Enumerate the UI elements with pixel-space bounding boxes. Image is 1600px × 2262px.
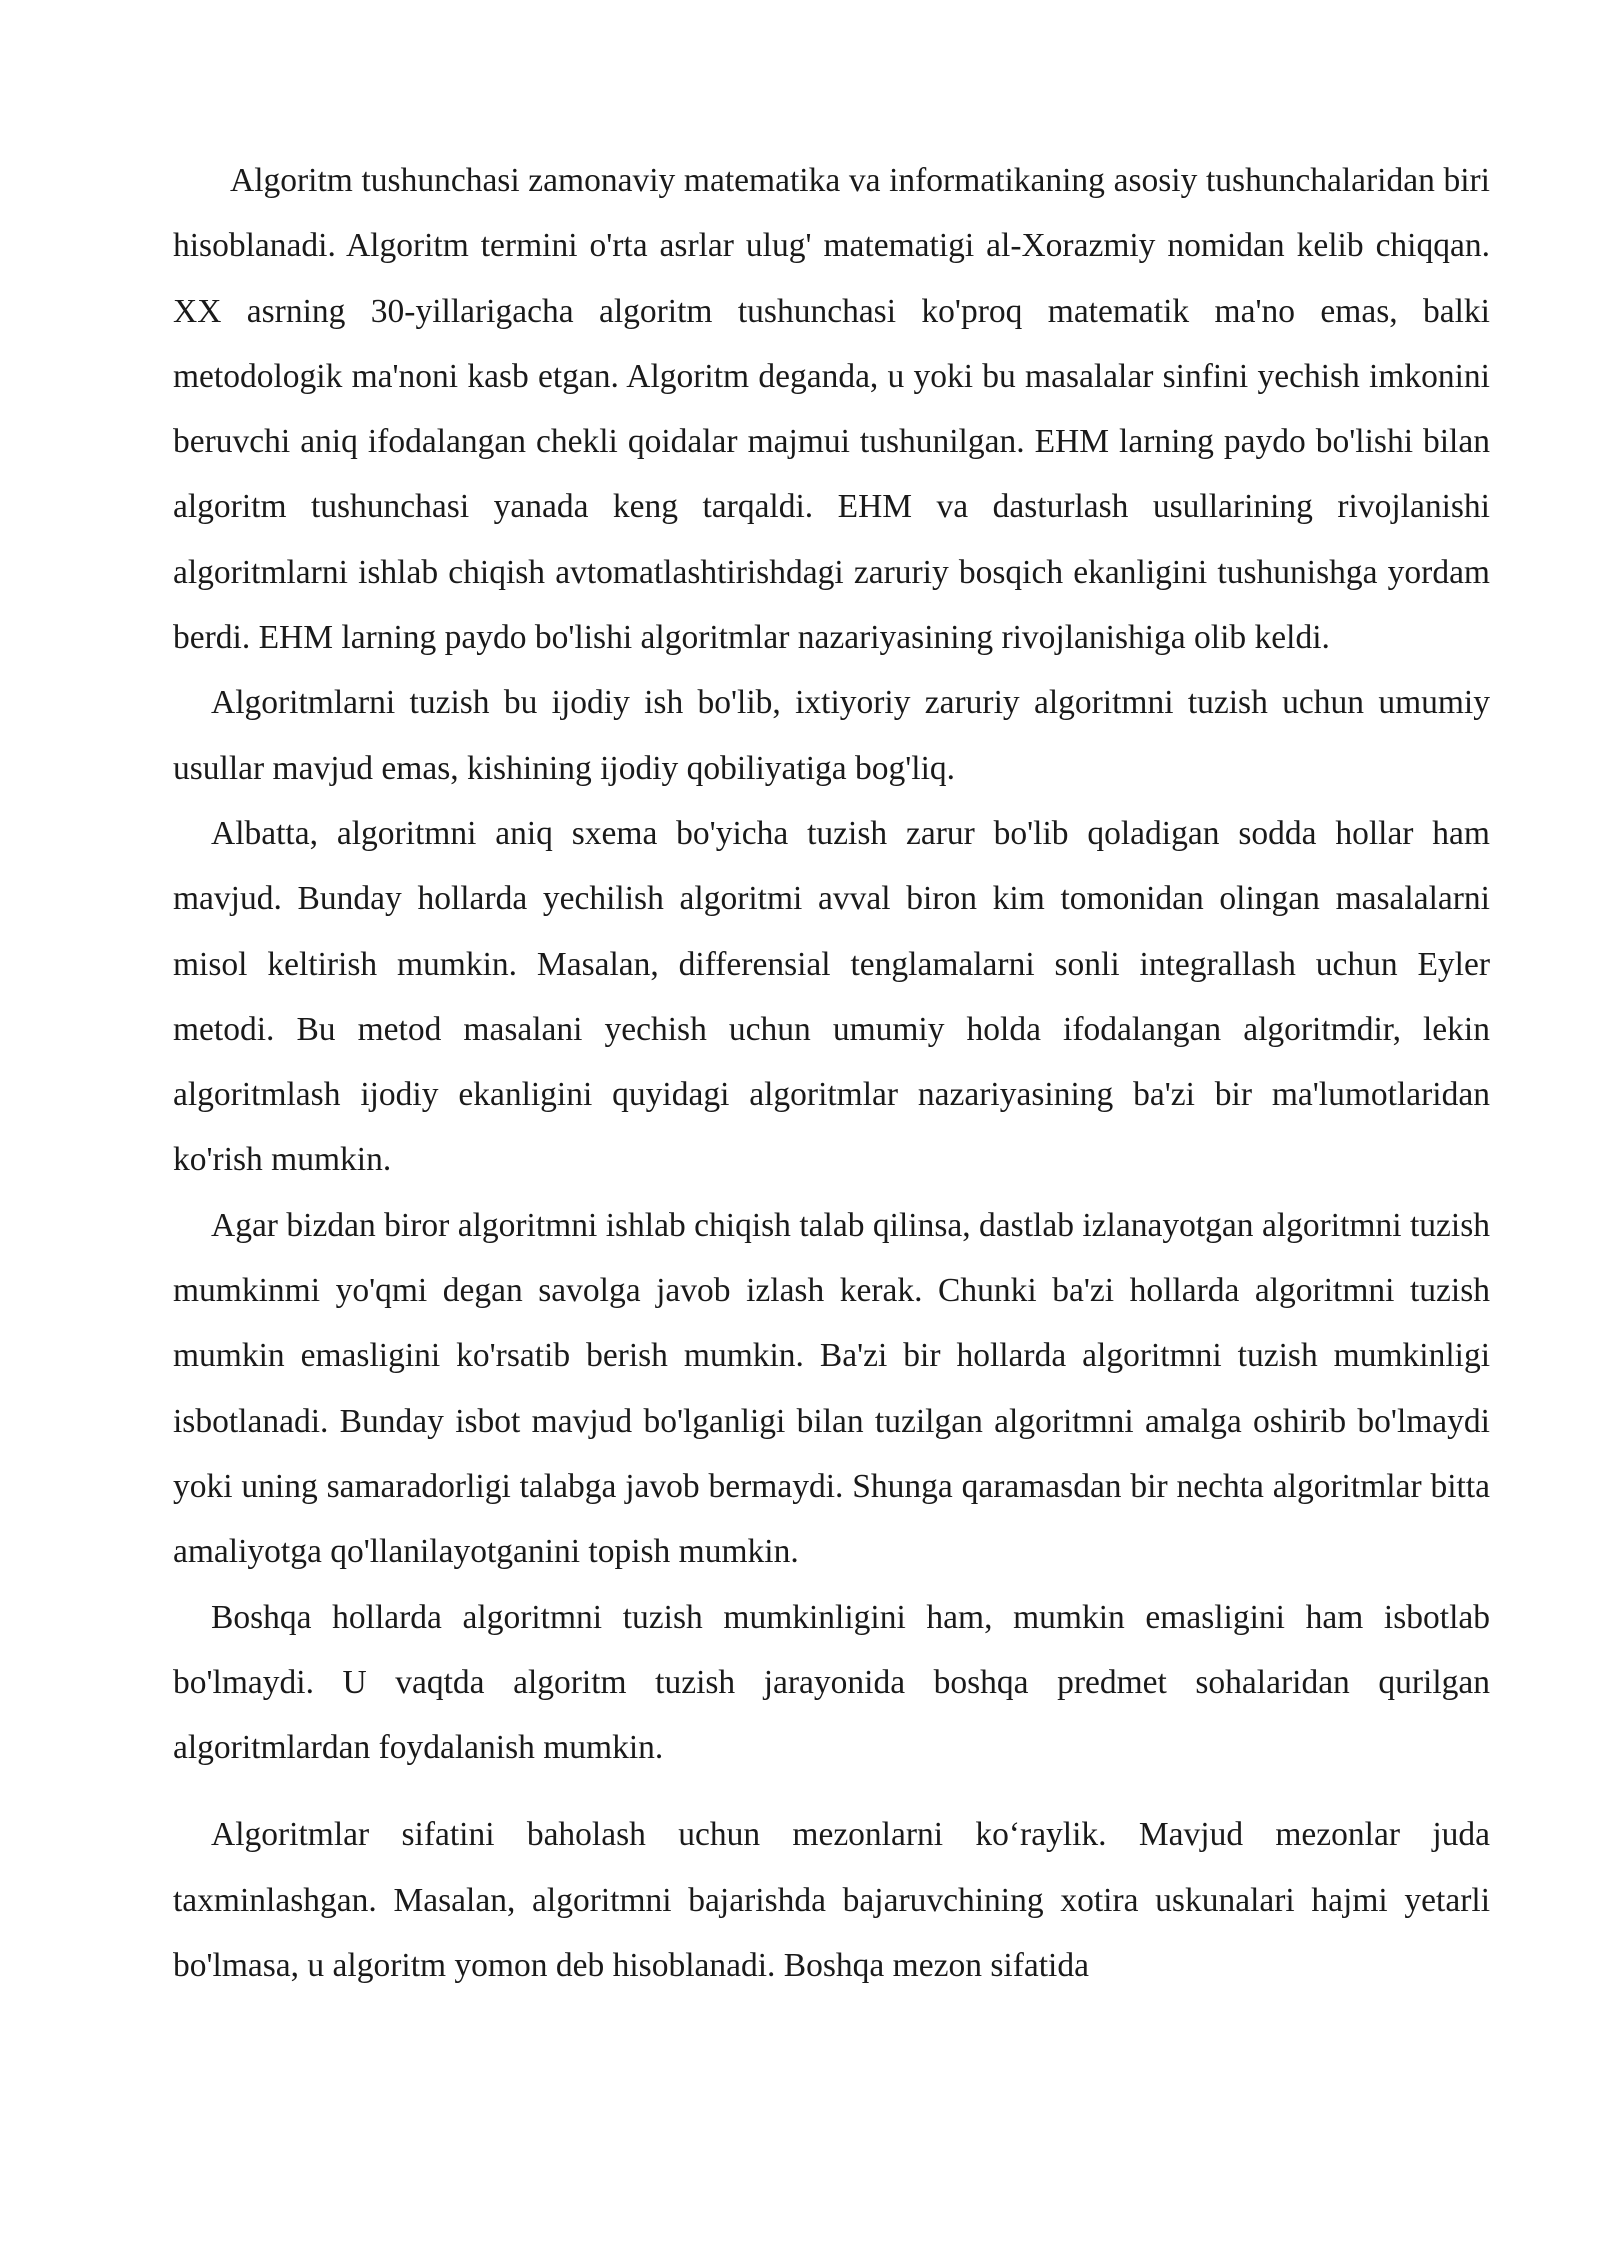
- paragraph-quality-criteria: Algoritmlar sifatini baholash uchun mezonlarni ko‘raylik. Mavjud mezonlar juda taxminlashgan. Masalan, algoritmni bajarishda bajaruvchining xotira uskunalari hajmi yetarli bo'lmasa, u algoritm yomon deb hisoblanadi. Boshqa mezon sifatida: [173, 1816, 1490, 1985]
- paragraph-algorithm-concept: Algoritm tushunchasi zamonaviy matematika va informatikaning asosiy tushunchalaridan biri hisoblanadi. Algoritm termini o'rta asrlar ulug' matematigi al-Xorazmiy nomidan kelib chiqqan. XX asrning 30-yillarigacha algoritm tushunchasi ko'proq matematik ma'no emas, balki metodologik ma'noni kasb etgan. Algoritm deganda, u yoki bu masalalar sinfini yechish imkonini beruvchi aniq ifodalangan chekli qoidalar majmui tushunilgan. EHM larning paydo bo'lishi bilan algoritm tushunchasi yanada keng tarqaldi. EHM va dasturlash usullarining rivojlanishi algoritmlarni ishlab chiqish avtomatlashtirishdagi zaruriy bosqich ekanligini tushunishga yordam berdi. EHM larning paydo bo'lishi algoritmlar nazariyasining rivojlanishiga olib keldi.: [173, 162, 1490, 657]
- paragraph-other-cases: Boshqa hollarda algoritmni tuzish mumkinligini ham, mumkin emasligini ham isbotlab bo'lmaydi. U vaqtda algoritm tuzish jarayonida boshqa predmet sohalaridan qurilgan algoritmlardan foydalanish mumkin.: [173, 1598, 1490, 1767]
- paragraph-creative-work: Algoritmlarni tuzish bu ijodiy ish bo'lib, ixtiyoriy zaruriy algoritmni tuzish uchun umumiy usullar mavjud emas, kishining ijodiy qobiliyatiga bog'liq.: [173, 684, 1490, 787]
- document-page: [173, 148, 1490, 1998]
- paragraph-existence-question: Agar bizdan biror algoritmni ishlab chiqish talab qilinsa, dastlab izlanayotgan algoritmni tuzish mumkinmi yo'qmi degan savolga javob izlash kerak. Chunki ba'zi hollarda algoritmni tuzish mumkin emasligini ko'rsatib berish mumkin. Ba'zi bir hollarda algoritmni tuzish mumkinligi isbotlanadi. Bunday isbot mavjud bo'lganligi bilan tuzilgan algoritmni amalga oshirib bo'lmaydi yoki uning samaradorligi talabga javob bermaydi. Shunga qaramasdan bir nechta algoritmlar bitta amaliyotga qo'llanilayotganini topish mumkin.: [173, 1206, 1490, 1571]
- paragraph-simple-cases: Albatta, algoritmni aniq sxema bo'yicha tuzish zarur bo'lib qoladigan sodda hollar ham mavjud. Bunday hollarda yechilish algoritmi avval biron kim tomonidan olingan masalalarni misol keltirish mumkin. Masalan, differensial tenglamalarni sonli integrallash uchun Eyler metodi. Bu metod masalani yechish uchun umumiy holda ifodalangan algoritmdir, lekin algoritmlash ijodiy ekanligini quyidagi algoritmlar nazariyasining ba'zi bir ma'lumotlaridan ko'rish mumkin.: [173, 814, 1490, 1179]
